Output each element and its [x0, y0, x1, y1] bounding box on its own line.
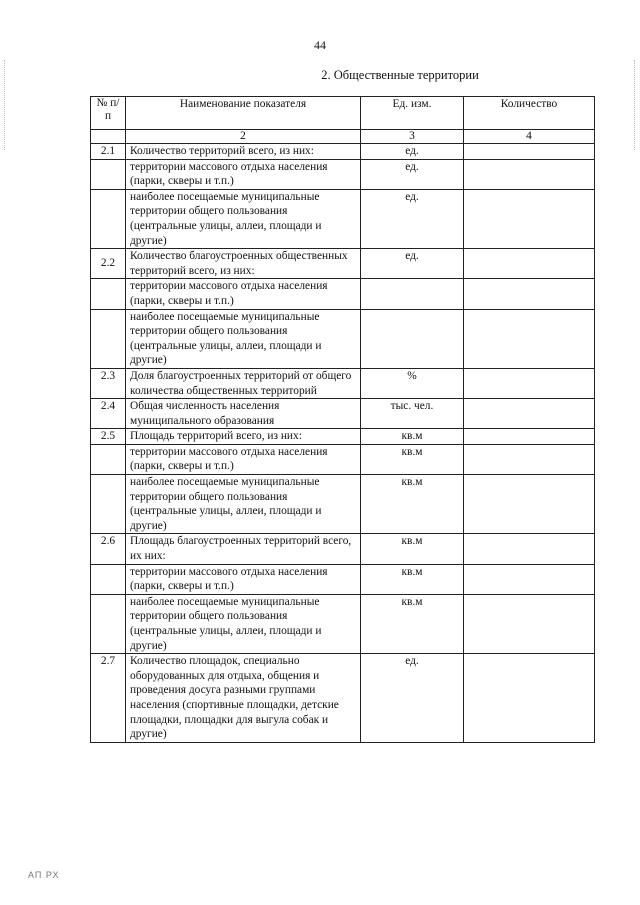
row-unit — [361, 309, 464, 368]
row-unit: кв.м — [361, 429, 464, 445]
row-number — [91, 475, 126, 534]
table-header-row — [91, 97, 595, 130]
row-quantity — [464, 534, 595, 564]
row-name: Общая численность населения муниципального образования — [126, 399, 361, 429]
row-name: территории массового отдыха населения (парки, скверы и т.п.) — [126, 564, 361, 594]
table-row — [91, 189, 595, 248]
table-row — [91, 654, 595, 743]
row-number — [91, 279, 126, 309]
row-quantity — [464, 249, 595, 279]
row-quantity — [464, 564, 595, 594]
column-index: 2 — [126, 130, 361, 144]
table-row — [91, 159, 595, 189]
indicators-table — [90, 96, 595, 743]
row-quantity — [464, 654, 595, 743]
row-unit: кв.м — [361, 594, 464, 653]
header-name: Наименование показателя — [126, 97, 361, 130]
row-quantity — [464, 594, 595, 653]
row-name: Площадь благоустроенных территорий всего, их них: — [126, 534, 361, 564]
row-number — [91, 189, 126, 248]
table-row — [91, 534, 595, 564]
left-edge-dots — [4, 60, 6, 150]
row-unit — [361, 279, 464, 309]
row-quantity — [464, 475, 595, 534]
row-name: территории массового отдыха населения (парки, скверы и т.п.) — [126, 279, 361, 309]
right-edge-dots — [634, 60, 636, 150]
section-title: 2. Общественные территории — [321, 68, 479, 82]
row-number: 2.4 — [91, 399, 126, 429]
table-row — [91, 564, 595, 594]
row-unit: ед. — [361, 159, 464, 189]
row-number: 2.2 — [91, 249, 126, 279]
table-row — [91, 399, 595, 429]
row-number: 2.6 — [91, 534, 126, 564]
row-unit: ед. — [361, 189, 464, 248]
row-unit: % — [361, 368, 464, 398]
table-row — [91, 368, 595, 398]
header-qty: Количество — [464, 97, 595, 130]
row-unit: кв.м — [361, 444, 464, 474]
table-row — [91, 594, 595, 653]
row-quantity — [464, 399, 595, 429]
table-row — [91, 309, 595, 368]
header-num: № п/п — [91, 97, 126, 130]
table-row — [91, 475, 595, 534]
row-unit: ед. — [361, 144, 464, 160]
row-unit: кв.м — [361, 534, 464, 564]
row-name: Количество территорий всего, из них: — [126, 144, 361, 160]
row-unit: ед. — [361, 249, 464, 279]
row-name: территории массового отдыха населения (парки, скверы и т.п.) — [126, 444, 361, 474]
row-quantity — [464, 159, 595, 189]
table-row — [91, 444, 595, 474]
row-quantity — [464, 368, 595, 398]
column-index-row — [91, 130, 595, 144]
row-number — [91, 564, 126, 594]
row-unit: кв.м — [361, 475, 464, 534]
row-number — [91, 444, 126, 474]
row-name: Количество благоустроенных общественных территорий всего, из них: — [126, 249, 361, 279]
row-name: Количество площадок, специально оборудованных для отдыха, общения и проведения досуга разными группами населения (спортивные площадки, детские площадки, площадки для выгула собак и другие) — [126, 654, 361, 743]
row-name: Площадь территорий всего, из них: — [126, 429, 361, 445]
table-row — [91, 279, 595, 309]
row-quantity — [464, 429, 595, 445]
row-unit: ед. — [361, 654, 464, 743]
header-unit: Ед. изм. — [361, 97, 464, 130]
row-number: 2.7 — [91, 654, 126, 743]
row-name: территории массового отдыха населения (парки, скверы и т.п.) — [126, 159, 361, 189]
row-name: наиболее посещаемые муниципальные территории общего пользования (центральные улицы, аллеи, площади и другие) — [126, 475, 361, 534]
row-number: 2.1 — [91, 144, 126, 160]
table-row — [91, 249, 595, 279]
table-row — [91, 429, 595, 445]
row-number: 2.3 — [91, 368, 126, 398]
page-number: 44 — [314, 38, 326, 52]
row-unit: кв.м — [361, 564, 464, 594]
column-index: 3 — [361, 130, 464, 144]
row-name: наиболее посещаемые муниципальные территории общего пользования (центральные улицы, аллеи, площади и другие) — [126, 309, 361, 368]
row-quantity — [464, 279, 595, 309]
row-quantity — [464, 189, 595, 248]
row-quantity — [464, 444, 595, 474]
row-name: наиболее посещаемые муниципальные территории общего пользования (центральные улицы, аллеи, площади и другие) — [126, 189, 361, 248]
row-number: 2.5 — [91, 429, 126, 445]
column-index — [91, 130, 126, 144]
column-index: 4 — [464, 130, 595, 144]
row-number — [91, 159, 126, 189]
table-row — [91, 144, 595, 160]
row-name: Доля благоустроенных территорий от общего количества общественных территорий — [126, 368, 361, 398]
row-number — [91, 309, 126, 368]
row-name: наиболее посещаемые муниципальные территории общего пользования (центральные улицы, аллеи, площади и другие) — [126, 594, 361, 653]
row-quantity — [464, 309, 595, 368]
row-unit: тыс. чел. — [361, 399, 464, 429]
footer-mark: АП РХ — [28, 870, 60, 880]
row-number — [91, 594, 126, 653]
row-quantity — [464, 144, 595, 160]
